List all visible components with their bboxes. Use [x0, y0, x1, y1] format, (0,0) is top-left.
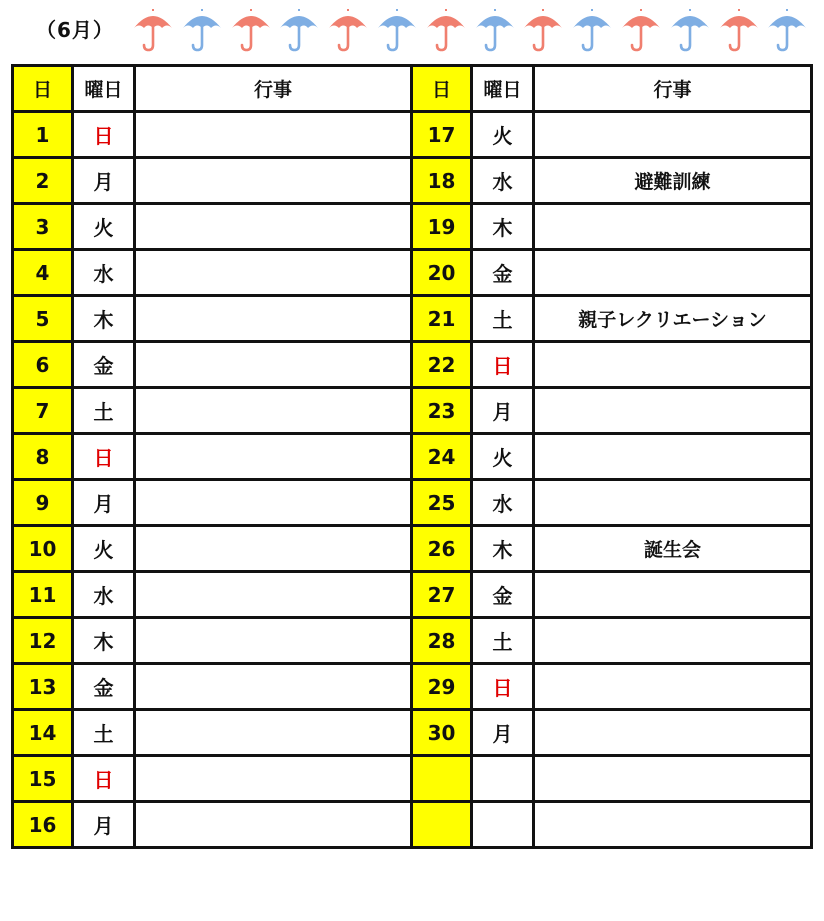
event-cell-left [135, 572, 412, 618]
weekday-cell-right: 木 [472, 204, 534, 250]
calendar-row [13, 618, 812, 664]
weekday-cell-left: 日 [73, 434, 135, 480]
event-cell-right [534, 802, 812, 848]
weekday-cell-left: 木 [73, 618, 135, 664]
day-cell-left: 10 [13, 526, 73, 572]
event-cell-right [534, 480, 812, 526]
calendar-row [13, 572, 812, 618]
day-cell-left: 14 [13, 710, 73, 756]
event-cell-left [135, 756, 412, 802]
umbrella-icon [522, 8, 564, 54]
weekday-cell-right: 火 [472, 434, 534, 480]
weekday-cell-left: 日 [73, 112, 135, 158]
day-cell-left: 7 [13, 388, 73, 434]
umbrella-icon [571, 8, 613, 54]
umbrella-icon [669, 8, 711, 54]
weekday-cell-left: 土 [73, 388, 135, 434]
header-day-left: 日 [13, 66, 73, 112]
event-cell-left [135, 664, 412, 710]
event-cell-right: 誕生会 [534, 526, 812, 572]
umbrella-icon [132, 8, 174, 54]
day-cell-left: 6 [13, 342, 73, 388]
umbrella-icon [620, 8, 662, 54]
event-cell-left [135, 158, 412, 204]
calendar-row [13, 664, 812, 710]
umbrella-icon [181, 8, 223, 54]
calendar-row [13, 434, 812, 480]
weekday-cell-right: 月 [472, 710, 534, 756]
calendar-row [13, 388, 812, 434]
event-cell-right [534, 710, 812, 756]
header-row [13, 66, 812, 112]
weekday-cell-left: 火 [73, 204, 135, 250]
event-cell-right [534, 250, 812, 296]
calendar-row [13, 480, 812, 526]
weekday-cell-right: 金 [472, 250, 534, 296]
day-cell-right: 25 [412, 480, 472, 526]
event-cell-left [135, 526, 412, 572]
umbrella-icon [376, 8, 418, 54]
calendar-row [13, 756, 812, 802]
day-cell-right: 28 [412, 618, 472, 664]
calendar-row [13, 802, 812, 848]
header-event-left: 行事 [135, 66, 412, 112]
weekday-cell-left: 日 [73, 756, 135, 802]
header-weekday-left: 曜日 [73, 66, 135, 112]
weekday-cell-right: 日 [472, 664, 534, 710]
event-cell-left [135, 480, 412, 526]
day-cell-right: 20 [412, 250, 472, 296]
weekday-cell-left: 土 [73, 710, 135, 756]
header-day-right: 日 [412, 66, 472, 112]
day-cell-left: 2 [13, 158, 73, 204]
event-cell-right: 親子レクリエーション [534, 296, 812, 342]
weekday-cell-left: 金 [73, 342, 135, 388]
weekday-cell-right: 金 [472, 572, 534, 618]
weekday-cell-right: 土 [472, 296, 534, 342]
day-cell-left: 15 [13, 756, 73, 802]
weekday-cell-left: 月 [73, 480, 135, 526]
weekday-cell-left: 月 [73, 802, 135, 848]
event-cell-right [534, 618, 812, 664]
day-cell-right: 26 [412, 526, 472, 572]
umbrella-icon [230, 8, 272, 54]
weekday-cell-right: 土 [472, 618, 534, 664]
weekday-cell-right: 月 [472, 388, 534, 434]
umbrella-icon [327, 8, 369, 54]
day-cell-right: 30 [412, 710, 472, 756]
day-cell-left: 12 [13, 618, 73, 664]
day-cell-right [412, 756, 472, 802]
day-cell-right: 21 [412, 296, 472, 342]
event-cell-right [534, 112, 812, 158]
day-cell-right: 17 [412, 112, 472, 158]
calendar-row [13, 112, 812, 158]
event-cell-left [135, 204, 412, 250]
event-cell-right [534, 434, 812, 480]
day-cell-right: 22 [412, 342, 472, 388]
event-cell-left [135, 296, 412, 342]
weekday-cell-left: 月 [73, 158, 135, 204]
day-cell-left: 1 [13, 112, 73, 158]
event-cell-left [135, 802, 412, 848]
umbrella-icon [425, 8, 467, 54]
event-cell-left [135, 250, 412, 296]
event-cell-right [534, 388, 812, 434]
day-cell-left: 13 [13, 664, 73, 710]
month-title: （6月） [36, 18, 114, 42]
event-cell-right [534, 342, 812, 388]
weekday-cell-left: 水 [73, 250, 135, 296]
header-event-right: 行事 [534, 66, 812, 112]
event-cell-right [534, 204, 812, 250]
calendar-row [13, 710, 812, 756]
calendar-row [13, 526, 812, 572]
weekday-cell-right: 木 [472, 526, 534, 572]
weekday-cell-right: 水 [472, 480, 534, 526]
weekday-cell-right [472, 756, 534, 802]
calendar-row [13, 158, 812, 204]
event-cell-right [534, 572, 812, 618]
day-cell-left: 3 [13, 204, 73, 250]
day-cell-right: 24 [412, 434, 472, 480]
day-cell-right: 27 [412, 572, 472, 618]
event-cell-right [534, 756, 812, 802]
day-cell-right: 18 [412, 158, 472, 204]
calendar-row [13, 204, 812, 250]
calendar-body [13, 66, 812, 848]
weekday-cell-right: 水 [472, 158, 534, 204]
event-cell-left [135, 434, 412, 480]
event-calendar-table [11, 64, 813, 849]
day-cell-right: 19 [412, 204, 472, 250]
calendar-row [13, 296, 812, 342]
event-cell-right: 避難訓練 [534, 158, 812, 204]
day-cell-left: 8 [13, 434, 73, 480]
weekday-cell-left: 金 [73, 664, 135, 710]
umbrella-icon [718, 8, 760, 54]
calendar-row [13, 342, 812, 388]
event-cell-left [135, 710, 412, 756]
day-cell-left: 9 [13, 480, 73, 526]
day-cell-left: 4 [13, 250, 73, 296]
weekday-cell-right: 日 [472, 342, 534, 388]
weekday-cell-right [472, 802, 534, 848]
day-cell-right: 23 [412, 388, 472, 434]
day-cell-right: 29 [412, 664, 472, 710]
day-cell-left: 11 [13, 572, 73, 618]
weekday-cell-left: 水 [73, 572, 135, 618]
event-cell-left [135, 342, 412, 388]
day-cell-left: 5 [13, 296, 73, 342]
event-cell-left [135, 112, 412, 158]
event-cell-right [534, 664, 812, 710]
event-cell-left [135, 388, 412, 434]
weekday-cell-left: 木 [73, 296, 135, 342]
umbrella-icon [474, 8, 516, 54]
weekday-cell-right: 火 [472, 112, 534, 158]
day-cell-left: 16 [13, 802, 73, 848]
umbrella-icon [278, 8, 320, 54]
calendar-row [13, 250, 812, 296]
event-cell-left [135, 618, 412, 664]
header-weekday-right: 曜日 [472, 66, 534, 112]
umbrella-icon [766, 8, 808, 54]
weekday-cell-left: 火 [73, 526, 135, 572]
day-cell-right [412, 802, 472, 848]
